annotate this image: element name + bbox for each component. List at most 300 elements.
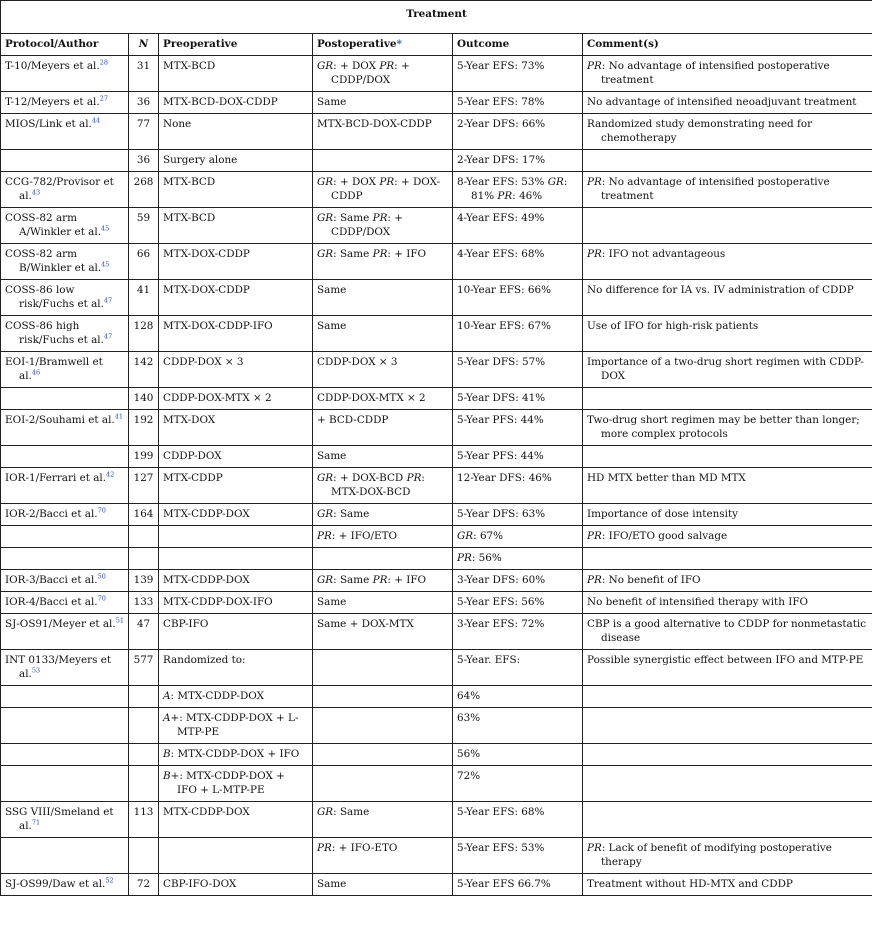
cell-comment bbox=[583, 708, 872, 744]
cell-outcome: 10-Year EFS: 67% bbox=[453, 316, 583, 352]
cell-protocol-author bbox=[1, 150, 129, 172]
cell-preoperative: CDDP-DOX × 3 bbox=[159, 352, 313, 388]
cell-comment: Two-drug short regimen may be better than longer; more complex protocols bbox=[583, 410, 872, 446]
cell-preoperative: CBP-IFO bbox=[159, 614, 313, 650]
cell-outcome: 64% bbox=[453, 686, 583, 708]
cell-outcome: 12-Year DFS: 46% bbox=[453, 468, 583, 504]
reference-link[interactable]: 52 bbox=[105, 876, 114, 885]
cell-outcome: 5-Year EFS: 68% bbox=[453, 802, 583, 838]
table-row bbox=[1, 172, 872, 208]
column-header-row bbox=[1, 34, 872, 56]
cell-n bbox=[129, 686, 159, 708]
response-group-label: A bbox=[163, 690, 171, 702]
cell-outcome: 5-Year EFS: 56% bbox=[453, 592, 583, 614]
cell-protocol-author bbox=[1, 874, 129, 896]
table-row bbox=[1, 208, 872, 244]
cell-text: 46% bbox=[519, 190, 543, 202]
table-row bbox=[1, 838, 872, 874]
col-header-comments: Comment(s) bbox=[583, 34, 872, 56]
cell-n: 268 bbox=[129, 172, 159, 208]
response-group-label: PR bbox=[457, 552, 472, 564]
table-row bbox=[1, 548, 872, 570]
reference-link[interactable]: 45 bbox=[101, 224, 110, 233]
cell-preoperative: MTX-DOX-CDDP-IFO bbox=[159, 316, 313, 352]
cell-text: IFO/ETO good salvage bbox=[608, 530, 728, 542]
author-text: MIOS/Link et al. bbox=[5, 118, 92, 130]
cell-postoperative: CDDP-DOX × 3 bbox=[313, 352, 453, 388]
cell-text: MTX-CDDP-DOX + IFO bbox=[177, 748, 300, 760]
cell-text: Same bbox=[339, 508, 370, 520]
cell-comment bbox=[583, 686, 872, 708]
cell-postoperative: Same bbox=[313, 92, 453, 114]
cell-preoperative: MTX-CDDP bbox=[159, 468, 313, 504]
response-group-label: GR bbox=[317, 212, 334, 224]
group-header-row bbox=[1, 1, 872, 34]
reference-link[interactable]: 47 bbox=[103, 296, 113, 305]
reference-link[interactable]: 43 bbox=[31, 188, 41, 197]
cell-outcome: 5-Year EFS: 53% bbox=[453, 838, 583, 874]
cell-preoperative: Surgery alone bbox=[159, 150, 313, 172]
cell-n: 140 bbox=[129, 388, 159, 410]
cell-text: + DOX bbox=[339, 60, 377, 72]
cell-preoperative bbox=[159, 548, 313, 570]
response-group-label: PR bbox=[372, 574, 388, 586]
cell-protocol-author bbox=[1, 744, 129, 766]
cell-preoperative: MTX-BCD bbox=[159, 56, 313, 92]
author-text: IOR-2/Bacci et al. bbox=[5, 508, 98, 520]
cell-outcome: 5-Year EFS: 78% bbox=[453, 92, 583, 114]
cell-postoperative: GR: + DOX PR: + CDDP/DOX bbox=[313, 56, 453, 92]
response-group-label: PR bbox=[587, 248, 602, 260]
cell-text: + IFO bbox=[394, 574, 427, 586]
author-text: SJ-OS99/Daw et al. bbox=[5, 878, 106, 890]
cell-n: 66 bbox=[129, 244, 159, 280]
cell-comment: No benefit of intensified therapy with IFO bbox=[583, 592, 872, 614]
cell-outcome: GR: 67% bbox=[453, 526, 583, 548]
cell-text: 56% bbox=[478, 552, 502, 564]
cell-postoperative: PR: + IFO-ETO bbox=[313, 838, 453, 874]
cell-text: 81% bbox=[471, 190, 495, 202]
reference-link[interactable]: 28 bbox=[99, 58, 108, 67]
cell-preoperative: MTX-BCD bbox=[159, 172, 313, 208]
cell-protocol-author bbox=[1, 802, 129, 838]
cell-comment bbox=[583, 744, 872, 766]
response-group-label: GR bbox=[317, 508, 334, 520]
response-group-label: GR bbox=[547, 176, 564, 188]
cell-protocol-author bbox=[1, 686, 129, 708]
cell-preoperative: B: MTX-CDDP-DOX + IFO bbox=[159, 744, 313, 766]
cell-text: 67% bbox=[479, 530, 504, 542]
author-text: SJ-OS91/Meyer et al. bbox=[5, 618, 116, 630]
cell-comment: HD MTX better than MD MTX bbox=[583, 468, 872, 504]
cell-protocol-author bbox=[1, 708, 129, 744]
reference-link[interactable]: 71 bbox=[31, 818, 41, 827]
response-group-label: PR bbox=[497, 190, 513, 202]
table-row bbox=[1, 468, 872, 504]
cell-n: 47 bbox=[129, 614, 159, 650]
cell-outcome: 5-Year EFS: 73% bbox=[453, 56, 583, 92]
cell-n: 577 bbox=[129, 650, 159, 686]
cell-n: 128 bbox=[129, 316, 159, 352]
cell-preoperative: MTX-CDDP-DOX-IFO bbox=[159, 592, 313, 614]
cell-comment: PR: IFO not advantageous bbox=[583, 244, 872, 280]
cell-protocol-author bbox=[1, 504, 129, 526]
cell-postoperative: GR: Same PR: + CDDP/DOX bbox=[313, 208, 453, 244]
author-text: IOR-4/Bacci et al. bbox=[5, 596, 98, 608]
cell-postoperative: MTX-BCD-DOX-CDDP bbox=[313, 114, 453, 150]
table-row bbox=[1, 874, 872, 896]
cell-n bbox=[129, 766, 159, 802]
cell-n: 192 bbox=[129, 410, 159, 446]
cell-n: 133 bbox=[129, 592, 159, 614]
cell-protocol-author bbox=[1, 446, 129, 468]
cell-postoperative: GR: + DOX-BCD PR: MTX-DOX-BCD bbox=[313, 468, 453, 504]
treatment-group-header: Treatment bbox=[1, 1, 872, 34]
cell-preoperative: A: MTX-CDDP-DOX bbox=[159, 686, 313, 708]
cell-protocol-author bbox=[1, 280, 129, 316]
cell-text: MTX-CDDP-DOX + L-MTP-PE bbox=[177, 712, 299, 738]
cell-preoperative: CBP-IFO-DOX bbox=[159, 874, 313, 896]
cell-postoperative bbox=[313, 708, 453, 744]
table-row bbox=[1, 410, 872, 446]
cell-postoperative: CDDP-DOX-MTX × 2 bbox=[313, 388, 453, 410]
cell-comment: Treatment without HD-MTX and CDDP bbox=[583, 874, 872, 896]
cell-preoperative: MTX-BCD-DOX-CDDP bbox=[159, 92, 313, 114]
cell-postoperative: Same bbox=[313, 874, 453, 896]
response-group-label: PR bbox=[587, 176, 602, 188]
cell-text: No benefit of IFO bbox=[608, 574, 701, 586]
author-text: COSS-82 arm A/Winkler et al. bbox=[5, 212, 102, 238]
cell-text: MTX-DOX-BCD bbox=[331, 486, 411, 498]
cell-protocol-author bbox=[1, 570, 129, 592]
cell-protocol-author bbox=[1, 92, 129, 114]
reference-link[interactable]: 53 bbox=[31, 666, 41, 675]
cell-postoperative: GR: Same bbox=[313, 802, 453, 838]
col-header-protocol-author: Protocol/Author bbox=[1, 34, 129, 56]
col-header-postoperative: Postoperative* bbox=[313, 34, 453, 56]
cell-preoperative: MTX-DOX bbox=[159, 410, 313, 446]
reference-link[interactable]: 47 bbox=[103, 332, 113, 341]
response-group-label: PR bbox=[406, 472, 422, 484]
cell-outcome: 5-Year EFS 66.7% bbox=[453, 874, 583, 896]
table-row bbox=[1, 446, 872, 468]
cell-preoperative: MTX-CDDP-DOX bbox=[159, 504, 313, 526]
cell-comment bbox=[583, 388, 872, 410]
table-row bbox=[1, 388, 872, 410]
cell-text: Same bbox=[339, 806, 370, 818]
table-row bbox=[1, 592, 872, 614]
cell-outcome: 4-Year EFS: 68% bbox=[453, 244, 583, 280]
table-row bbox=[1, 802, 872, 838]
response-group-label: PR bbox=[379, 176, 395, 188]
cell-preoperative: MTX-DOX-CDDP bbox=[159, 244, 313, 280]
reference-link[interactable]: 70 bbox=[97, 594, 106, 603]
reference-link[interactable]: 44 bbox=[91, 116, 101, 125]
cell-outcome: 10-Year EFS: 66% bbox=[453, 280, 583, 316]
cell-preoperative: CDDP-DOX bbox=[159, 446, 313, 468]
author-text: COSS-82 arm B/Winkler et al. bbox=[5, 248, 102, 274]
footnote-marker: * bbox=[396, 38, 402, 50]
cell-preoperative bbox=[159, 838, 313, 874]
cell-outcome: 63% bbox=[453, 708, 583, 744]
cell-n: 199 bbox=[129, 446, 159, 468]
cell-n: 36 bbox=[129, 150, 159, 172]
author-text: IOR-1/Ferrari et al. bbox=[5, 472, 107, 484]
author-text: SSG VIII/Smeland et al. bbox=[5, 806, 114, 832]
cell-n bbox=[129, 838, 159, 874]
cell-n: 31 bbox=[129, 56, 159, 92]
author-text: COSS-86 low risk/Fuchs et al. bbox=[5, 284, 104, 310]
cell-postoperative: Same bbox=[313, 446, 453, 468]
cell-text: MTX-CDDP-DOX bbox=[177, 690, 265, 702]
cell-text: No advantage of intensified postoperative treatment bbox=[601, 60, 830, 86]
cell-comment: No difference for IA vs. IV administration of CDDP bbox=[583, 280, 872, 316]
cell-text: + CDDP/DOX bbox=[331, 60, 410, 86]
cell-protocol-author bbox=[1, 316, 129, 352]
table-body bbox=[1, 56, 872, 896]
table-row bbox=[1, 650, 872, 686]
cell-outcome: 3-Year DFS: 60% bbox=[453, 570, 583, 592]
cell-outcome: PR: 56% bbox=[453, 548, 583, 570]
cell-n: 77 bbox=[129, 114, 159, 150]
response-group-label: GR bbox=[317, 248, 334, 260]
cell-text: Same bbox=[339, 212, 370, 224]
cell-postoperative: GR: Same PR: + IFO bbox=[313, 244, 453, 280]
reference-link[interactable]: 27 bbox=[99, 94, 108, 103]
col-header-outcome: Outcome bbox=[453, 34, 583, 56]
author-text: T-12/Meyers et al. bbox=[5, 96, 100, 108]
cell-outcome: 5-Year DFS: 41% bbox=[453, 388, 583, 410]
reference-link[interactable]: 42 bbox=[106, 470, 115, 479]
cell-preoperative bbox=[159, 526, 313, 548]
cell-n: 72 bbox=[129, 874, 159, 896]
cell-postoperative: GR: Same PR: + IFO bbox=[313, 570, 453, 592]
reference-link[interactable]: 50 bbox=[97, 572, 106, 581]
table-row bbox=[1, 92, 872, 114]
cell-outcome: 3-Year EFS: 72% bbox=[453, 614, 583, 650]
author-text: EOI-2/Souhami et al. bbox=[5, 414, 115, 426]
response-group-label: PR bbox=[587, 842, 602, 854]
author-text: COSS-86 high risk/Fuchs et al. bbox=[5, 320, 104, 346]
cell-protocol-author bbox=[1, 468, 129, 504]
cell-postoperative: + BCD-CDDP bbox=[313, 410, 453, 446]
cell-n: 127 bbox=[129, 468, 159, 504]
cell-comment bbox=[583, 446, 872, 468]
cell-comment: Randomized study demonstrating need for chemotherapy bbox=[583, 114, 872, 150]
cell-text: + IFO/ETO bbox=[338, 530, 398, 542]
cell-n: 139 bbox=[129, 570, 159, 592]
cell-protocol-author bbox=[1, 526, 129, 548]
cell-n bbox=[129, 744, 159, 766]
cell-outcome: 56% bbox=[453, 744, 583, 766]
reference-link[interactable]: 41 bbox=[114, 412, 123, 421]
cell-protocol-author bbox=[1, 352, 129, 388]
table-row bbox=[1, 570, 872, 592]
cell-outcome: 5-Year DFS: 57% bbox=[453, 352, 583, 388]
col-header-preoperative: Preoperative bbox=[159, 34, 313, 56]
cell-n bbox=[129, 548, 159, 570]
cell-protocol-author bbox=[1, 172, 129, 208]
cell-protocol-author bbox=[1, 548, 129, 570]
cell-protocol-author bbox=[1, 244, 129, 280]
reference-link[interactable]: 51 bbox=[115, 616, 124, 625]
cell-protocol-author bbox=[1, 592, 129, 614]
cell-text: MTX-CDDP-DOX + IFO + L-MTP-PE bbox=[177, 770, 285, 796]
response-group-label: A+ bbox=[163, 712, 180, 724]
author-text: T-10/Meyers et al. bbox=[5, 60, 100, 72]
cell-n: 164 bbox=[129, 504, 159, 526]
response-group-label: PR bbox=[587, 574, 602, 586]
cell-text: Lack of benefit of modifying postoperative therapy bbox=[601, 842, 832, 868]
response-group-label: GR bbox=[317, 806, 334, 818]
cell-preoperative: MTX-BCD bbox=[159, 208, 313, 244]
response-group-label: GR bbox=[317, 472, 334, 484]
cell-outcome: 8-Year EFS: 53% GR: 81% PR: 46% bbox=[453, 172, 583, 208]
table-row bbox=[1, 316, 872, 352]
cell-text: + DOX-CDDP bbox=[331, 176, 441, 202]
cell-text: Same bbox=[339, 248, 370, 260]
cell-postoperative: Same bbox=[313, 316, 453, 352]
cell-protocol-author bbox=[1, 56, 129, 92]
cell-postoperative bbox=[313, 548, 453, 570]
cell-comment: CBP is a good alternative to CDDP for nonmetastatic disease bbox=[583, 614, 872, 650]
cell-outcome: 5-Year PFS: 44% bbox=[453, 446, 583, 468]
table-row bbox=[1, 766, 872, 802]
cell-n bbox=[129, 708, 159, 744]
cell-comment: Importance of a two-drug short regimen with CDDP-DOX bbox=[583, 352, 872, 388]
cell-protocol-author bbox=[1, 766, 129, 802]
cell-protocol-author bbox=[1, 650, 129, 686]
cell-postoperative bbox=[313, 744, 453, 766]
cell-postoperative: Same bbox=[313, 592, 453, 614]
cell-comment: Importance of dose intensity bbox=[583, 504, 872, 526]
cell-postoperative bbox=[313, 150, 453, 172]
cell-text: 8-Year EFS: 53% bbox=[457, 176, 545, 188]
cell-comment bbox=[583, 766, 872, 802]
cell-protocol-author bbox=[1, 114, 129, 150]
cell-preoperative: None bbox=[159, 114, 313, 150]
cell-n bbox=[129, 526, 159, 548]
cell-comment bbox=[583, 208, 872, 244]
response-group-label: GR bbox=[317, 176, 334, 188]
response-group-label: PR bbox=[317, 842, 332, 854]
cell-text: IFO not advantageous bbox=[608, 248, 726, 260]
cell-comment: PR: No advantage of intensified postoperative treatment bbox=[583, 56, 872, 92]
response-group-label: B+ bbox=[163, 770, 180, 782]
cell-protocol-author bbox=[1, 208, 129, 244]
cell-preoperative: MTX-CDDP-DOX bbox=[159, 802, 313, 838]
cell-n: 36 bbox=[129, 92, 159, 114]
table-row bbox=[1, 744, 872, 766]
cell-comment: PR: Lack of benefit of modifying postoperative therapy bbox=[583, 838, 872, 874]
table-row bbox=[1, 150, 872, 172]
cell-text: + DOX-BCD bbox=[339, 472, 404, 484]
table-row bbox=[1, 280, 872, 316]
table-row bbox=[1, 504, 872, 526]
cell-n: 41 bbox=[129, 280, 159, 316]
cell-comment: PR: No advantage of intensified postoperative treatment bbox=[583, 172, 872, 208]
table-row bbox=[1, 244, 872, 280]
cell-comment: Use of IFO for high-risk patients bbox=[583, 316, 872, 352]
cell-comment bbox=[583, 802, 872, 838]
response-group-label: PR bbox=[379, 60, 395, 72]
response-group-label: GR bbox=[317, 60, 334, 72]
col-header-n: N bbox=[129, 34, 159, 56]
cell-text: Same bbox=[339, 574, 370, 586]
cell-outcome: 2-Year DFS: 17% bbox=[453, 150, 583, 172]
table-row bbox=[1, 114, 872, 150]
cell-text: No advantage of intensified postoperative treatment bbox=[601, 176, 830, 202]
reference-link[interactable]: 70 bbox=[97, 506, 106, 515]
author-text: EOI-1/Bramwell et al. bbox=[5, 356, 103, 382]
cell-preoperative: Randomized to: bbox=[159, 650, 313, 686]
cell-outcome: 5-Year PFS: 44% bbox=[453, 410, 583, 446]
cell-preoperative: CDDP-DOX-MTX × 2 bbox=[159, 388, 313, 410]
cell-postoperative: Same bbox=[313, 280, 453, 316]
cell-text: + IFO bbox=[394, 248, 427, 260]
cell-comment: PR: IFO/ETO good salvage bbox=[583, 526, 872, 548]
table-row bbox=[1, 526, 872, 548]
cell-n: 59 bbox=[129, 208, 159, 244]
cell-postoperative: Same + DOX-MTX bbox=[313, 614, 453, 650]
cell-preoperative: MTX-CDDP-DOX bbox=[159, 570, 313, 592]
response-group-label: B bbox=[163, 748, 171, 760]
response-group-label: GR bbox=[317, 574, 334, 586]
cell-postoperative: GR: Same bbox=[313, 504, 453, 526]
table-row bbox=[1, 56, 872, 92]
table-row bbox=[1, 686, 872, 708]
cell-postoperative bbox=[313, 686, 453, 708]
response-group-label: PR bbox=[372, 212, 388, 224]
author-text: IOR-3/Bacci et al. bbox=[5, 574, 98, 586]
cell-text: + IFO-ETO bbox=[338, 842, 398, 854]
cell-protocol-author bbox=[1, 388, 129, 410]
cell-text: + DOX bbox=[339, 176, 377, 188]
response-group-label: PR bbox=[317, 530, 332, 542]
cell-preoperative: A+: MTX-CDDP-DOX + L-MTP-PE bbox=[159, 708, 313, 744]
cell-outcome: 72% bbox=[453, 766, 583, 802]
cell-comment bbox=[583, 548, 872, 570]
cell-protocol-author bbox=[1, 614, 129, 650]
cell-text: + CDDP/DOX bbox=[331, 212, 403, 238]
cell-outcome: 5-Year DFS: 63% bbox=[453, 504, 583, 526]
cell-outcome: 5-Year. EFS: bbox=[453, 650, 583, 686]
table-row bbox=[1, 708, 872, 744]
cell-postoperative bbox=[313, 766, 453, 802]
response-group-label: GR bbox=[457, 530, 474, 542]
cell-outcome: 4-Year EFS: 49% bbox=[453, 208, 583, 244]
reference-link[interactable]: 46 bbox=[31, 368, 41, 377]
author-text: CCG-782/Provisor et al. bbox=[5, 176, 114, 202]
cell-comment: PR: No benefit of IFO bbox=[583, 570, 872, 592]
cell-protocol-author bbox=[1, 838, 129, 874]
cell-n: 142 bbox=[129, 352, 159, 388]
cell-protocol-author bbox=[1, 410, 129, 446]
response-group-label: PR bbox=[587, 60, 602, 72]
cell-postoperative bbox=[313, 650, 453, 686]
table-row bbox=[1, 352, 872, 388]
author-text: INT 0133/Meyers et al. bbox=[5, 654, 112, 680]
cell-preoperative: B+: MTX-CDDP-DOX + IFO + L-MTP-PE bbox=[159, 766, 313, 802]
cell-comment: No advantage of intensified neoadjuvant treatment bbox=[583, 92, 872, 114]
cell-postoperative: PR: + IFO/ETO bbox=[313, 526, 453, 548]
cell-n: 113 bbox=[129, 802, 159, 838]
table-row bbox=[1, 614, 872, 650]
response-group-label: PR bbox=[372, 248, 388, 260]
cell-preoperative: MTX-DOX-CDDP bbox=[159, 280, 313, 316]
cell-postoperative: GR: + DOX PR: + DOX-CDDP bbox=[313, 172, 453, 208]
reference-link[interactable]: 45 bbox=[101, 260, 110, 269]
